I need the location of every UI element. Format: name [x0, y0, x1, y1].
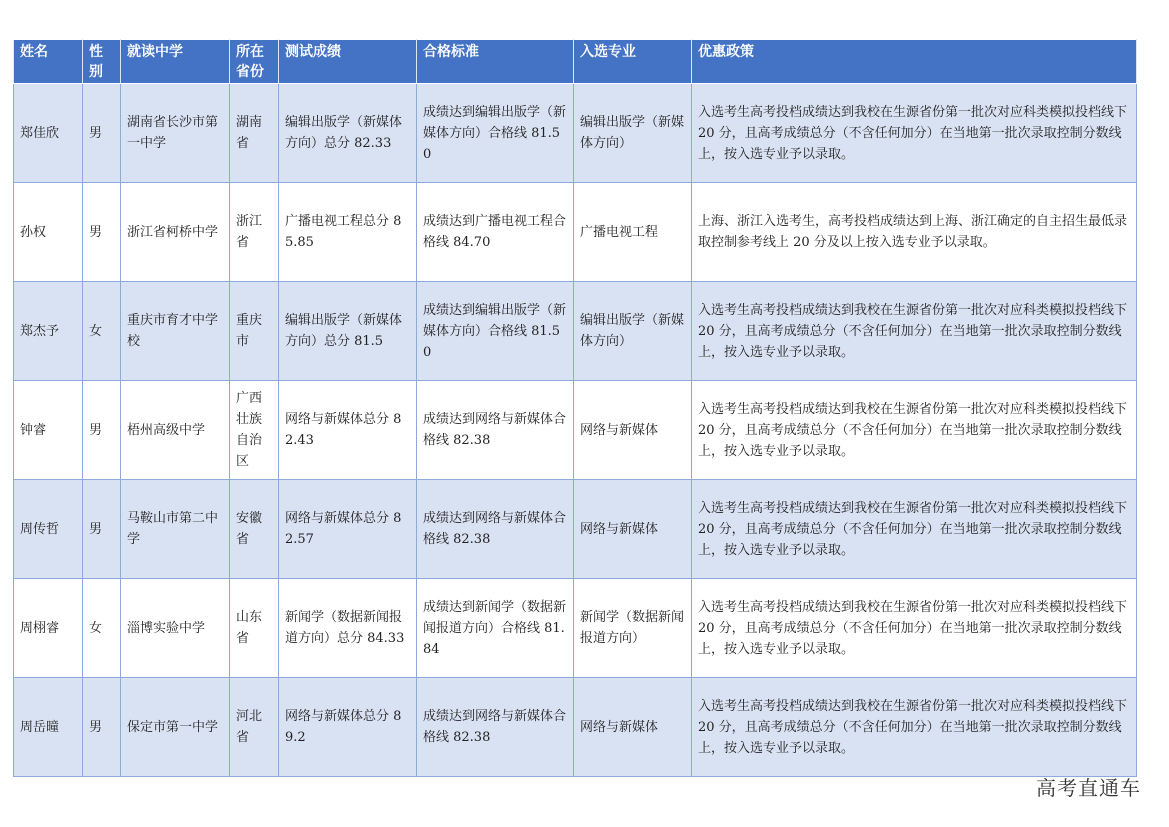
cell-province: 重庆市 [230, 282, 279, 381]
cell-policy: 入选考生高考投档成绩达到我校在生源省份第一批次对应科类模拟投档线下 20 分，且高考成绩总分（不含任何加分）在当地第一批次录取控制分数线上，按入选专业予以录取。 [692, 282, 1137, 381]
watermark-text: 高考直通车 [1036, 776, 1141, 800]
cell-province: 湖南省 [230, 84, 279, 183]
cell-school: 浙江省柯桥中学 [121, 183, 230, 282]
table-row [14, 480, 1137, 579]
cell-gender: 男 [83, 183, 121, 282]
cell-name: 钟睿 [14, 381, 83, 480]
cell-policy: 入选考生高考投档成绩达到我校在生源省份第一批次对应科类模拟投档线下 20 分，且高考成绩总分（不含任何加分）在当地第一批次录取控制分数线上，按入选专业予以录取。 [692, 579, 1137, 678]
cell-name: 周传哲 [14, 480, 83, 579]
table-row [14, 579, 1137, 678]
cell-major: 网络与新媒体 [574, 480, 692, 579]
cell-gender: 男 [83, 84, 121, 183]
cell-major: 编辑出版学（新媒体方向） [574, 282, 692, 381]
table-row [14, 678, 1137, 777]
cell-score: 广播电视工程总分 85.85 [279, 183, 417, 282]
cell-school: 马鞍山市第二中学 [121, 480, 230, 579]
column-header-policy: 优惠政策 [692, 40, 1137, 84]
cell-major: 新闻学（数据新闻报道方向） [574, 579, 692, 678]
column-header-school: 就读中学 [121, 40, 230, 84]
cell-gender: 女 [83, 282, 121, 381]
cell-policy: 入选考生高考投档成绩达到我校在生源省份第一批次对应科类模拟投档线下 20 分，且高考成绩总分（不含任何加分）在当地第一批次录取控制分数线上，按入选专业予以录取。 [692, 480, 1137, 579]
cell-major: 编辑出版学（新媒体方向） [574, 84, 692, 183]
column-header-standard: 合格标准 [417, 40, 574, 84]
column-header-gender: 性别 [83, 40, 121, 84]
cell-policy: 入选考生高考投档成绩达到我校在生源省份第一批次对应科类模拟投档线下 20 分，且高考成绩总分（不含任何加分）在当地第一批次录取控制分数线上，按入选专业予以录取。 [692, 84, 1137, 183]
cell-name: 周栩睿 [14, 579, 83, 678]
admission-table [13, 39, 1137, 777]
column-header-name: 姓名 [14, 40, 83, 84]
cell-name: 郑佳欣 [14, 84, 83, 183]
cell-name: 周岳曈 [14, 678, 83, 777]
cell-province: 河北省 [230, 678, 279, 777]
cell-standard: 成绩达到编辑出版学（新媒体方向）合格线 81.50 [417, 84, 574, 183]
column-header-province: 所在省份 [230, 40, 279, 84]
cell-score: 编辑出版学（新媒体方向）总分 81.5 [279, 282, 417, 381]
column-header-major: 入选专业 [574, 40, 692, 84]
cell-score: 网络与新媒体总分 82.57 [279, 480, 417, 579]
cell-score: 新闻学（数据新闻报道方向）总分 84.33 [279, 579, 417, 678]
table-row [14, 381, 1137, 480]
cell-standard: 成绩达到新闻学（数据新闻报道方向）合格线 81.84 [417, 579, 574, 678]
cell-gender: 男 [83, 678, 121, 777]
table-row [14, 183, 1137, 282]
table-header-row [14, 40, 1137, 84]
cell-school: 淄博实验中学 [121, 579, 230, 678]
cell-policy: 入选考生高考投档成绩达到我校在生源省份第一批次对应科类模拟投档线下 20 分，且高考成绩总分（不含任何加分）在当地第一批次录取控制分数线上，按入选专业予以录取。 [692, 381, 1137, 480]
cell-province: 山东省 [230, 579, 279, 678]
cell-gender: 女 [83, 579, 121, 678]
cell-score: 网络与新媒体总分 89.2 [279, 678, 417, 777]
cell-major: 广播电视工程 [574, 183, 692, 282]
cell-province: 浙江省 [230, 183, 279, 282]
cell-standard: 成绩达到编辑出版学（新媒体方向）合格线 81.50 [417, 282, 574, 381]
cell-school: 湖南省长沙市第一中学 [121, 84, 230, 183]
cell-school: 保定市第一中学 [121, 678, 230, 777]
cell-school: 重庆市育才中学校 [121, 282, 230, 381]
cell-score: 编辑出版学（新媒体方向）总分 82.33 [279, 84, 417, 183]
cell-gender: 男 [83, 480, 121, 579]
cell-score: 网络与新媒体总分 82.43 [279, 381, 417, 480]
table-row [14, 282, 1137, 381]
cell-standard: 成绩达到广播电视工程合格线 84.70 [417, 183, 574, 282]
cell-name: 孙权 [14, 183, 83, 282]
cell-province: 安徽省 [230, 480, 279, 579]
cell-standard: 成绩达到网络与新媒体合格线 82.38 [417, 678, 574, 777]
table-row [14, 84, 1137, 183]
column-header-score: 测试成绩 [279, 40, 417, 84]
cell-gender: 男 [83, 381, 121, 480]
cell-policy: 入选考生高考投档成绩达到我校在生源省份第一批次对应科类模拟投档线下 20 分，且高考成绩总分（不含任何加分）在当地第一批次录取控制分数线上，按入选专业予以录取。 [692, 678, 1137, 777]
cell-major: 网络与新媒体 [574, 381, 692, 480]
cell-standard: 成绩达到网络与新媒体合格线 82.38 [417, 381, 574, 480]
cell-school: 梧州高级中学 [121, 381, 230, 480]
cell-standard: 成绩达到网络与新媒体合格线 82.38 [417, 480, 574, 579]
cell-policy: 上海、浙江入选考生，高考投档成绩达到上海、浙江确定的自主招生最低录取控制参考线上 20 分及以上按入选专业予以录取。 [692, 183, 1137, 282]
cell-major: 网络与新媒体 [574, 678, 692, 777]
cell-province: 广西壮族自治区 [230, 381, 279, 480]
cell-name: 郑杰予 [14, 282, 83, 381]
